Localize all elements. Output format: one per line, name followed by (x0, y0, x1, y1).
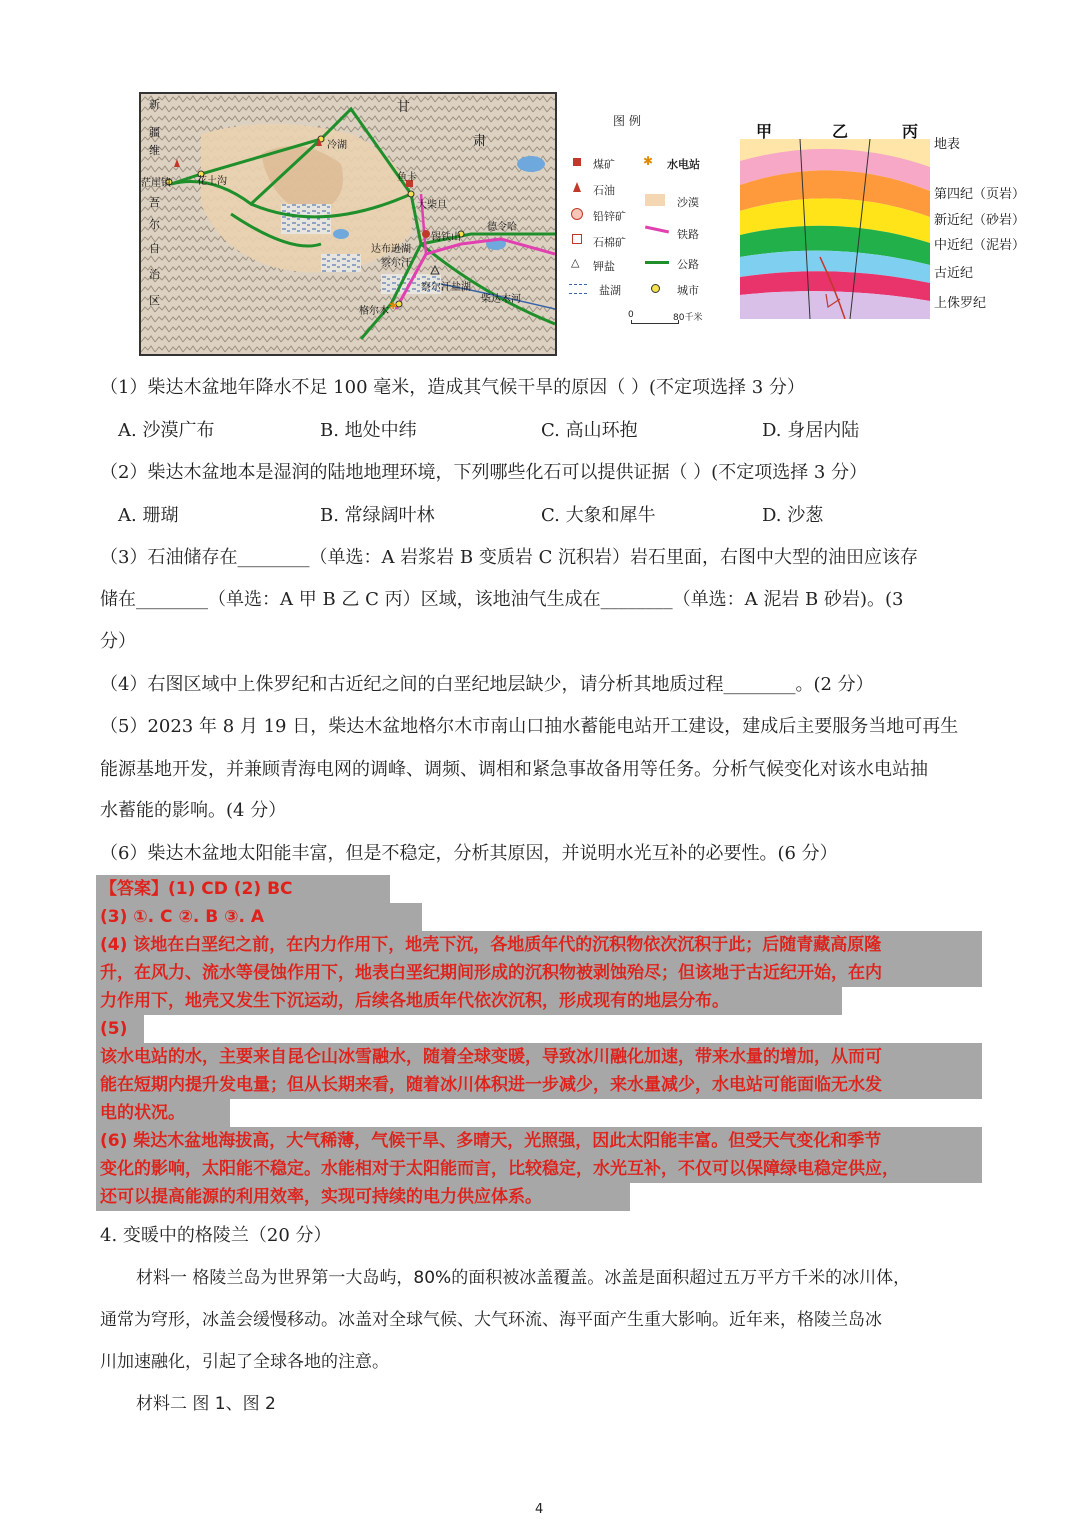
answer-5-line-3: 电的状况。 (100, 1103, 185, 1123)
answer-5-line-1: 该水电站的水，主要来自昆仑山冰雪融水，随着全球变暖，导致冰川融化加速，带来水量的增加，从而可 (100, 1047, 882, 1067)
map-label-lenghu: 冷湖 (327, 140, 347, 151)
legend-label-hydro: 水电站 (667, 158, 700, 171)
layer-label-paleogene: 古近纪 (934, 266, 974, 281)
desert-icon (645, 194, 665, 206)
answer-6-line-3: 还可以提高能源的利用效率，实现可持续的电力供应体系。 (100, 1187, 542, 1207)
answer-4-line-2: 升，在风力、流水等侵蚀作用下，地表白垩纪期间形成的沉积物被剥蚀殆尽；但该地于古近纪开始，在内 (100, 963, 882, 983)
legend-label-desert: 沙漠 (677, 196, 699, 209)
map-label-xinjiang-1: 新 (149, 98, 160, 111)
answer-6-line-2: 变化的影响，太阳能不稳定。水能相对于太阳能而言，比较稳定，水光互补，不仅可以保障绿电稳定供应， (100, 1159, 899, 1179)
answer-4-line-1: (4) 该地在白垩纪之前，在内力作用下，地壳下沉，各地质年代的沉积物依次沉积于此；后随青藏高原隆 (100, 935, 882, 955)
map-legend (565, 112, 715, 327)
map-label-xinjiang-3: 维 (149, 144, 160, 157)
answer-3: (3) ①. C ②. B ③. A (100, 907, 265, 927)
map-label-xinjiang-6: 自 (149, 242, 160, 255)
asbestos-icon (572, 234, 582, 244)
q2-option-a: A. 珊瑚 (118, 505, 179, 526)
coal-mine-icon (573, 158, 581, 166)
map-label-xinjiang-5: 尔 (149, 218, 160, 231)
layer-label-middle: 中近纪（泥岩） (934, 238, 1026, 253)
map-label-yuka: 鱼卡 (397, 172, 417, 183)
geologic-section (740, 115, 1040, 325)
map-label-chaerhan: 察尔汗 (381, 258, 411, 269)
basin-map (139, 92, 557, 356)
question-4-title: 4. 变暖中的格陵兰（20 分） (100, 1225, 332, 1246)
answer-1-2: 【答案】(1) CD (2) BC (100, 879, 293, 899)
map-label-chaerhan-lake: 察尔汗盐湖 (421, 282, 471, 293)
svg-text:✱: ✱ (389, 301, 398, 312)
map-label-xinjiang-8: 区 (149, 294, 160, 307)
section-label-yi: 乙 (832, 122, 849, 141)
material-1-line-1: 材料一 格陵兰岛为世界第一大岛屿，80%的面积被冰盖覆盖。冰盖是面积超过五万平方千米的冰川体， (136, 1268, 911, 1288)
map-label-delingha: 德令哈 (487, 222, 517, 233)
legend-title: 图 例 (613, 114, 641, 128)
legend-label-highway: 公路 (677, 258, 699, 271)
scale-zero: 0 (628, 310, 634, 320)
question-5-line-3: 水蓄能的影响。(4 分） (100, 800, 287, 821)
question-6: （6）柴达木盆地太阳能丰富，但是不稳定，分析其原因，并说明水光互补的必要性。(6 分） (100, 843, 838, 864)
legend-label-city: 城市 (677, 284, 699, 297)
q2-option-d: D. 沙葱 (762, 505, 824, 526)
potash-icon: △ (571, 256, 580, 269)
layer-label-jurassic: 上侏罗纪 (934, 296, 987, 311)
layer-label-neogene: 新近纪（砂岩） (934, 213, 1026, 228)
hydro-station-icon: ✱ (643, 154, 654, 168)
railway-icon (645, 226, 669, 234)
oil-icon (573, 182, 581, 192)
answer-5-line-2: 能在短期内提升发电量；但从长期来看，随着冰川体积进一步减少，来水量减少，水电站可能面临无水发 (100, 1075, 882, 1095)
map-label-gansu-2: 肃 (473, 134, 487, 149)
map-label-dabuxun: 达布逊湖 (371, 244, 411, 255)
material-1-line-2: 通常为穹形，冰盖会缓慢移动。冰盖对全球气候、大气环流、海平面产生重大影响。近年来，格陵兰岛冰 (100, 1310, 882, 1330)
legend-label-asbestos: 石棉矿 (593, 236, 626, 249)
legend-label-oil: 石油 (593, 184, 615, 197)
map-label-xinjiang-7: 治 (149, 268, 160, 281)
legend-label-salt-lake: 盐湖 (599, 284, 621, 297)
map-label-xitieshan: 锡铁山 (431, 232, 461, 243)
scale-label: 80千米 (673, 313, 703, 323)
map-label-golmud: 格尔木 (359, 306, 389, 317)
answer-4-line-3: 力作用下，地壳又发生下沉运动，后续各地质年代依次沉积，形成现有的地层分布。 (100, 991, 729, 1011)
legend-label-railway: 铁路 (677, 228, 699, 241)
layer-label-quaternary: 第四纪（页岩） (934, 187, 1026, 202)
map-label-xinjiang-4: 吾 (149, 196, 160, 209)
q1-option-d: D. 身居内陆 (762, 420, 860, 441)
answer-6-line-1: (6) 柴达木盆地海拔高，大气稀薄，气候干旱、多晴天，光照强，因此太阳能丰富。但受天气变化和季节 (100, 1131, 882, 1151)
question-2: （2）柴达木盆地本是湿润的陆地地理环境，下列哪些化石可以提供证据（ ）(不定项选择 3 分） (100, 462, 868, 483)
question-3-line-3: 分） (100, 631, 136, 652)
map-label-mangya: 茫崖镇 (141, 178, 171, 189)
map-label-laidahe: 柴达木河 (481, 294, 521, 305)
map-label-gansu-1: 甘 (397, 100, 411, 115)
question-3-line-1: （3）石油储存在________（单选：A 岩浆岩 B 变质岩 C 沉积岩）岩石里面，右图中大型的油田应该存 (100, 547, 919, 568)
scale-bar (631, 320, 679, 324)
map-label-huatugou: 花土沟 (197, 176, 227, 187)
legend-label-lead-zinc: 铅锌矿 (593, 210, 626, 223)
q2-option-c: C. 大象和犀牛 (541, 505, 656, 526)
question-5-line-2: 能源基地开发，并兼顾青海电网的调峰、调频、调相和紧急事故备用等任务。分析气候变化对该水电站抽 (100, 759, 928, 780)
section-label-bing: 丙 (902, 122, 919, 141)
section-label-jia: 甲 (756, 122, 773, 141)
q2-option-b: B. 常绿阔叶林 (320, 505, 435, 526)
page-number: 4 (535, 1502, 544, 1517)
answer-5-head: (5) (100, 1019, 128, 1039)
question-1: （1）柴达木盆地年降水不足 100 毫米，造成其气候干旱的原因（ ）(不定项选择 3 分） (100, 377, 805, 398)
strata-graphic (740, 139, 930, 319)
lead-zinc-icon (571, 208, 583, 220)
legend-label-potash: 钾盐 (593, 260, 615, 273)
map-label-xinjiang-2: 疆 (149, 126, 160, 139)
q1-option-b: B. 地处中纬 (320, 420, 417, 441)
q1-option-a: A. 沙漠广布 (118, 420, 215, 441)
salt-lake-icon (569, 284, 587, 294)
question-3-line-2: 储在________（单选：A 甲 B 乙 C 丙）区域，该地油气生成在________（单选：A 泥岩 B 砂岩)。(3 (100, 589, 904, 610)
question-5-line-1: （5）2023 年 8 月 19 日，柴达木盆地格尔木市南山口抽水蓄能电站开工建设，建成后主要服务当地可再生 (100, 716, 959, 737)
q1-option-c: C. 高山环抱 (541, 420, 638, 441)
material-2: 材料二 图 1、图 2 (136, 1394, 276, 1414)
material-1-line-3: 川加速融化，引起了全球各地的注意。 (100, 1352, 389, 1372)
question-4: （4）右图区域中上侏罗纪和古近纪之间的白垩纪地层缺少，请分析其地质过程________。(2 分） (100, 674, 874, 695)
section-label-surface: 地表 (934, 137, 961, 152)
map-label-dachaidan: 大柴旦 (417, 200, 447, 211)
city-icon (651, 284, 660, 293)
highway-icon (645, 261, 669, 264)
legend-label-coal: 煤矿 (593, 158, 615, 171)
